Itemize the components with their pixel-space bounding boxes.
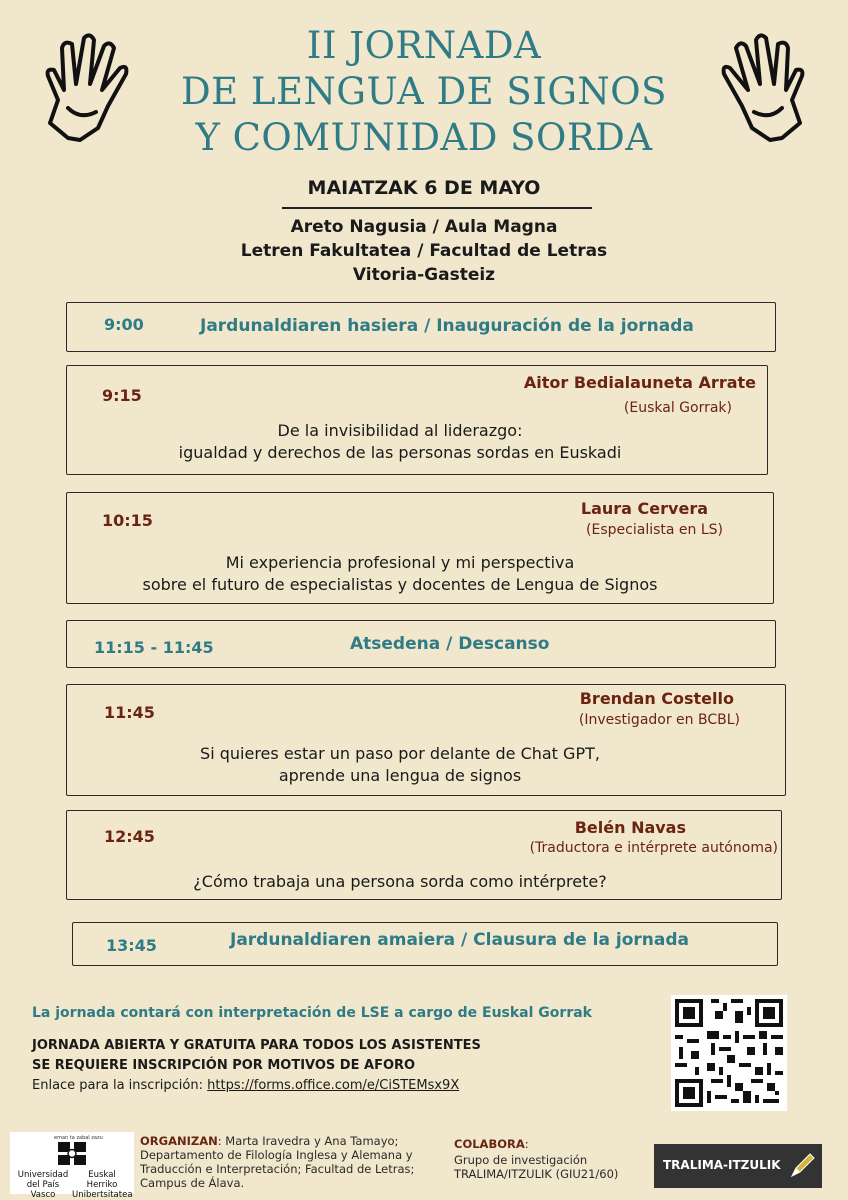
university-name-eu-line-1: Euskal Herriko	[86, 1170, 118, 1190]
collaborators-line-2: TRALIMA/ITZULIK (GIU21/60)	[454, 1167, 619, 1181]
registration-link-label: Enlace para la inscripción:	[32, 1078, 208, 1093]
date-divider	[282, 207, 592, 209]
talk3-title-line-1: Si quieres estar un paso por delante de Chat GPT,	[200, 744, 600, 763]
university-emblem-icon	[58, 1142, 86, 1166]
talk3-speaker: Brendan Costello	[579, 689, 734, 708]
talk4-speaker: Belén Navas	[574, 818, 686, 837]
event-date: MAIATZAK 6 DE MAYO	[307, 177, 541, 199]
talk2-affiliation: (Especialista en LS)	[586, 522, 723, 538]
collaborators-line-1: Grupo de investigación	[454, 1153, 588, 1167]
talk3-title-line-2: aprende una lengua de signos	[278, 766, 522, 785]
interpretation-note: La jornada contará con interpretación de LSE a cargo de Euskal Gorrak	[32, 1005, 592, 1021]
talk1-affiliation: (Euskal Gorrak)	[623, 400, 732, 416]
talk4-title	[120, 871, 680, 893]
university-logo	[10, 1132, 134, 1200]
talk3-title	[150, 743, 650, 787]
tralima-logo	[654, 1144, 822, 1188]
university-motto: eman ta zabal zazu	[54, 1135, 103, 1141]
title-line-1: II JORNADA	[306, 24, 542, 67]
talk2-time: 10:15	[102, 511, 153, 530]
opening-label: Jardunaldiaren hasiera / Inauguración de la jornada	[200, 316, 694, 336]
university-name-eu	[72, 1170, 132, 1200]
university-name-eu-line-2: Unibertsitatea	[72, 1190, 133, 1200]
talk1-title	[120, 420, 680, 464]
collaborators: COLABORA: Grupo de investigación TRALIMA/ITZULIK (GIU21/60)	[454, 1137, 644, 1181]
break-label: Atsedena / Descanso	[350, 634, 550, 654]
talk2-title-line-2: sobre el futuro de especialistas y docentes de Lengua de Signos	[142, 575, 658, 594]
title-line-3: Y COMUNIDAD SORDA	[195, 116, 653, 159]
talk1-speaker: Aitor Bedialauneta Arrate	[523, 373, 756, 392]
talk1-time: 9:15	[102, 386, 142, 405]
talk1-title-line-1: De la invisibilidad al liderazgo:	[277, 421, 523, 440]
open-note: JORNADA ABIERTA Y GRATUITA PARA TODOS LOS ASISTENTES	[32, 1038, 481, 1053]
registration-note: SE REQUIERE INSCRIPCIÓN POR MOTIVOS DE AFORO	[32, 1058, 416, 1073]
registration-link[interactable]: https://forms.office.com/e/CiSTEMsx9X	[207, 1078, 460, 1093]
pen-icon	[788, 1150, 818, 1180]
talk2-speaker: Laura Cervera	[580, 499, 708, 518]
registration-link-row	[32, 1078, 459, 1093]
university-name-es	[14, 1170, 72, 1200]
talk4-time: 12:45	[104, 827, 155, 846]
venue-line-1: Areto Nagusia / Aula Magna	[290, 217, 558, 237]
organizers-text: : Marta Iravedra y Ana Tamayo; Departamento de Filología Inglesa y Alemana y Traducción e Interpretación; Facultad de Letras; Campus de Álava.	[140, 1134, 415, 1190]
talk3-affiliation: (Investigador en BCBL)	[578, 712, 740, 728]
talk4-title-line-1: ¿Cómo trabaja una persona sorda como intérprete?	[193, 872, 607, 891]
title-line-2: DE LENGUA DE SIGNOS	[181, 70, 667, 113]
talk1-title-line-2: igualdad y derechos de las personas sordas en Euskadi	[178, 443, 622, 462]
closing-time: 13:45	[106, 936, 157, 955]
university-name-es-line-1: Universidad	[17, 1170, 69, 1180]
organizers-label: ORGANIZAN	[140, 1134, 218, 1148]
talk4-affiliation: (Traductora e intérprete autónoma)	[529, 840, 778, 856]
venue-line-3: Vitoria-Gasteiz	[352, 265, 496, 285]
university-name-es-line-2: del País Vasco	[26, 1180, 60, 1200]
talk2-title-line-1: Mi experiencia profesional y mi perspectiva	[225, 553, 575, 572]
qr-code[interactable]	[670, 995, 788, 1111]
break-time: 11:15 - 11:45	[94, 638, 214, 657]
venue	[0, 215, 848, 287]
tralima-logo-text: TRALIMA-ITZULIK	[663, 1158, 781, 1172]
talk3-time: 11:45	[104, 703, 155, 722]
venue-line-2: Letren Fakultatea / Facultad de Letras	[240, 241, 608, 261]
organizers	[140, 1134, 436, 1190]
talk2-title	[100, 552, 700, 596]
closing-label: Jardunaldiaren amaiera / Clausura de la jornada	[230, 930, 689, 950]
collaborators-label: COLABORA	[454, 1137, 525, 1151]
opening-time: 9:00	[104, 315, 144, 334]
